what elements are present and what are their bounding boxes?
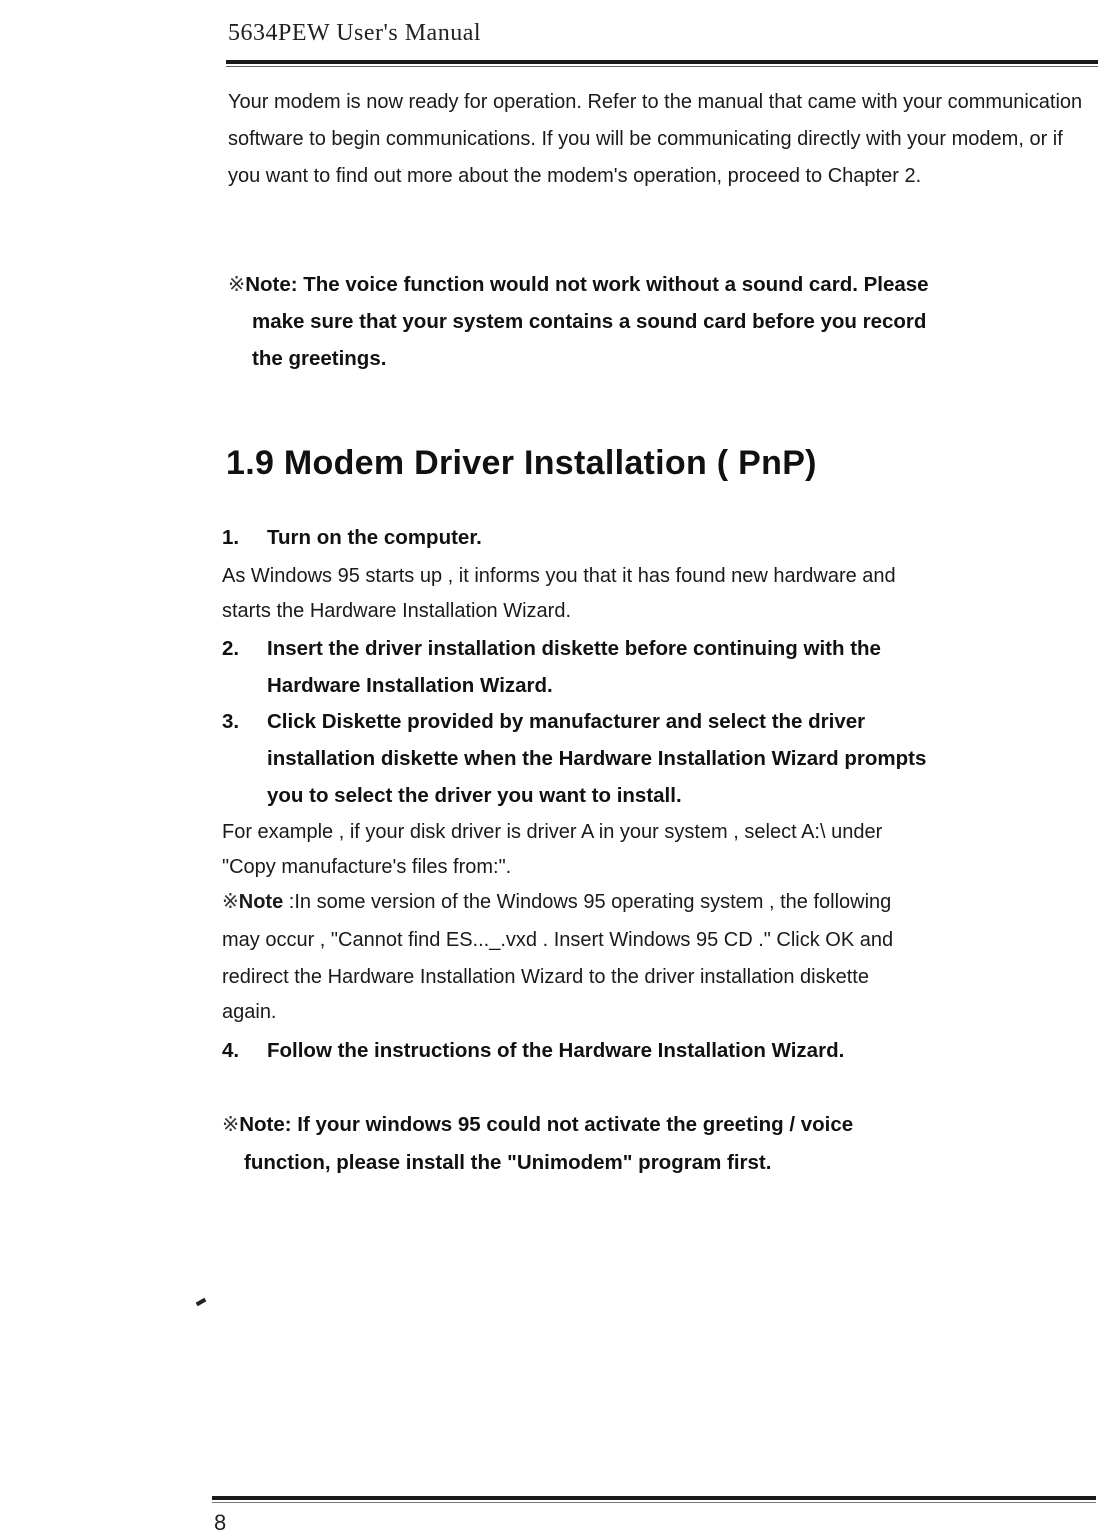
page-number: 8 <box>214 1510 227 1535</box>
step-text: Turn on the computer. <box>267 526 482 549</box>
step-number: 3. <box>222 710 240 733</box>
step-number: 4. <box>222 1039 240 1062</box>
intro-paragraph: Your modem is now ready for operation. Refer to the manual that came with your communication software to begin communications. If you will be communicating directly with your modem, or if you want to find out more about the modem's operation, proceed to Chapter 2. <box>228 91 1083 187</box>
step-number: 2. <box>222 637 240 660</box>
step-3 <box>222 703 1092 814</box>
running-header: 5634PEW User's Manual <box>228 20 482 46</box>
step-text-cont: Hardware Installation Wizard. <box>267 674 553 697</box>
scan-speck <box>196 1298 207 1306</box>
note-mark: ※ <box>228 273 246 296</box>
note-mark: ※ <box>222 891 239 913</box>
header-rule-thin <box>226 66 1098 67</box>
step-text: Follow the instructions of the Hardware Installation Wizard. <box>267 1039 845 1062</box>
note-unimodem-text-1: Note: If your windows 95 could not activate the greeting / voice <box>239 1113 854 1136</box>
note-version-line4: again. <box>222 1001 277 1023</box>
step-3-detail-line2: "Copy manufacture's files from:". <box>222 856 512 878</box>
section-title: 1.9 Modem Driver Installation ( PnP) <box>226 444 817 482</box>
footer-rule-thin <box>212 1502 1096 1503</box>
note-version-line3: redirect the Hardware Installation Wizard to the driver installation diskette <box>222 966 869 988</box>
step-1-detail-line1: As Windows 95 starts up , it informs you that it has found new hardware and <box>222 565 896 587</box>
step-number: 1. <box>222 526 240 549</box>
note-version-line1 <box>222 884 1092 920</box>
step-2 <box>222 630 1092 704</box>
step-3-detail-line1: For example , if your disk driver is driver A in your system , select A:\ under <box>222 821 883 843</box>
note-unimodem-line1 <box>222 1106 1092 1143</box>
step-1-detail-line2: starts the Hardware Installation Wizard. <box>222 600 572 622</box>
footer-rule <box>212 1496 1096 1500</box>
note-version-text-1: :In some version of the Windows 95 operating system , the following <box>283 891 892 913</box>
step-text: Insert the driver installation diskette before continuing with the <box>267 637 881 660</box>
step-text-cont2: you to select the driver you want to install. <box>267 784 682 807</box>
note-label: Note <box>238 891 284 913</box>
step-1 <box>222 519 1092 556</box>
note-voice-line3: the greetings. <box>252 347 387 370</box>
step-text-cont: installation diskette when the Hardware Installation Wizard prompts <box>267 747 927 770</box>
note-voice-line1 <box>228 266 1098 303</box>
note-voice-line2: make sure that your system contains a sound card before you record <box>252 310 927 333</box>
step-text: Click Diskette provided by manufacturer and select the driver <box>267 710 866 733</box>
note-unimodem-line2: function, please install the "Unimodem" program first. <box>244 1151 772 1174</box>
note-version-line2: may occur , "Cannot find ES..._.vxd . Insert Windows 95 CD ." Click OK and <box>222 929 894 951</box>
note-voice-text-1: Note: The voice function would not work without a sound card. Please <box>245 273 929 296</box>
note-mark: ※ <box>222 1113 240 1136</box>
header-rule <box>226 60 1098 64</box>
step-4 <box>222 1032 1092 1069</box>
